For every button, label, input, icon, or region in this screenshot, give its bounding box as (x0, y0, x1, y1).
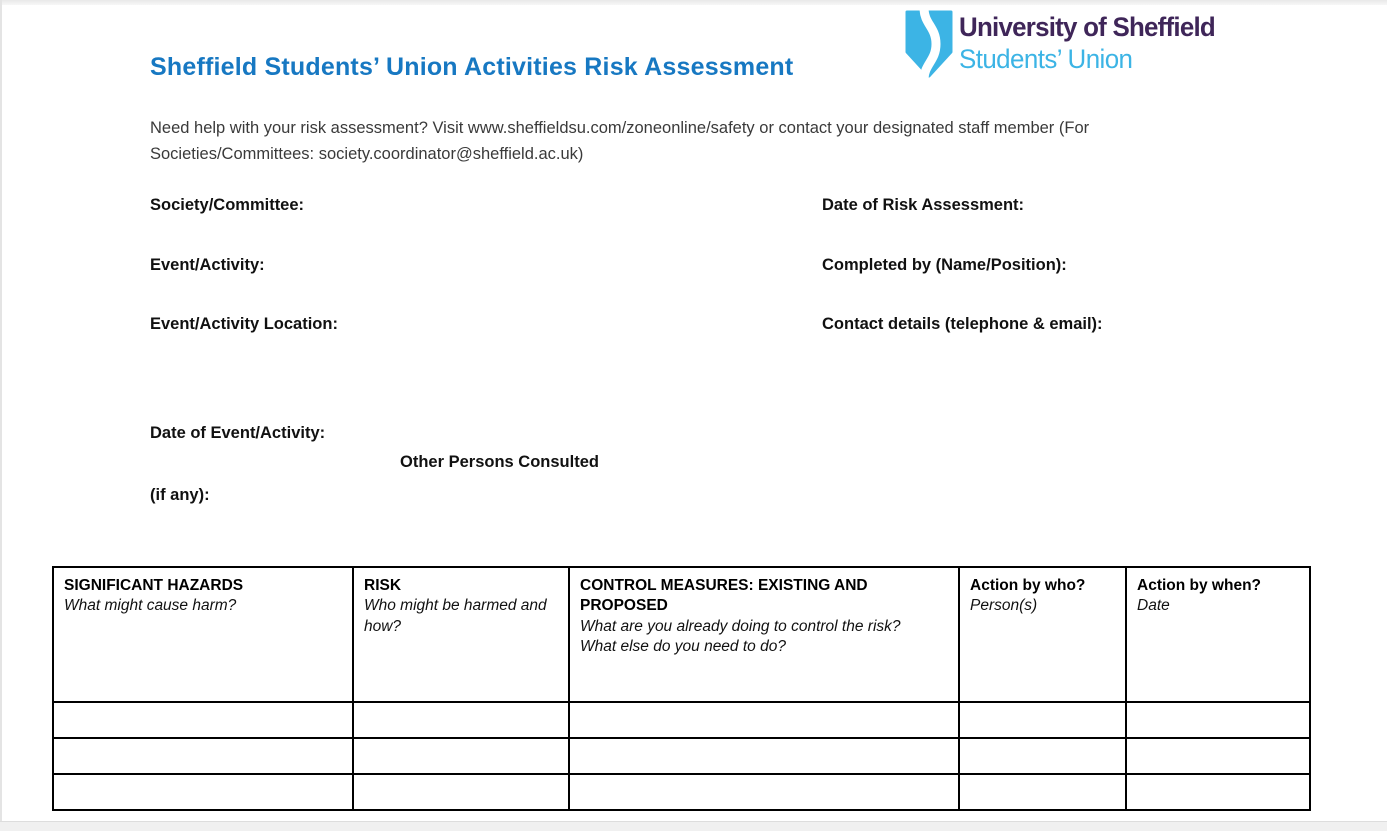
logo-university-of-sheffield: University of Sheffield (959, 12, 1215, 42)
column-header-control-measures: CONTROL MEASURES: EXISTING AND PROPOSED What are you already doing to control the risk? What else do you need to do? (569, 567, 959, 702)
table-row (53, 738, 1310, 774)
table-cell[interactable] (1126, 702, 1310, 738)
table-cell[interactable] (959, 702, 1126, 738)
university-logo (905, 10, 1226, 78)
table-cell[interactable] (53, 774, 353, 810)
table-cell[interactable] (353, 738, 569, 774)
table-cell[interactable] (353, 774, 569, 810)
label-contact-details: Contact details (telephone & email): (822, 315, 1103, 333)
table-cell[interactable] (1126, 774, 1310, 810)
page-bottom-edge (0, 821, 1387, 831)
label-completed-by: Completed by (Name/Position): (822, 256, 1067, 274)
label-society-committee: Society/Committee: (150, 196, 305, 214)
help-text: Need help with your risk assessment? Visit www.sheffieldsu.com/zoneonline/safety or contact your designated staff member (For Societies/Committees: society.coordinator@sheffield.ac.uk) (150, 119, 1090, 164)
label-event-activity: Event/Activity: (150, 256, 265, 274)
table-header-row (53, 567, 1310, 702)
label-if-any: (if any): (150, 486, 210, 504)
column-header-significant-hazards: SIGNIFICANT HAZARDS What might cause harm? (53, 567, 353, 702)
logo-students-union: Students’ Union (959, 43, 1133, 74)
table-cell[interactable] (1126, 738, 1310, 774)
table-cell[interactable] (569, 738, 959, 774)
table-cell[interactable] (53, 738, 353, 774)
table-row (53, 702, 1310, 738)
risk-assessment-table (52, 566, 1311, 811)
table-cell[interactable] (959, 738, 1126, 774)
table-cell[interactable] (569, 774, 959, 810)
label-other-persons-consulted: Other Persons Consulted (400, 453, 599, 471)
shield-icon (905, 10, 953, 78)
table-row (53, 774, 1310, 810)
column-header-action-by-when: Action by when? Date (1126, 567, 1310, 702)
label-event-activity-location: Event/Activity Location: (150, 315, 338, 333)
logo-text (959, 12, 1226, 74)
table-cell[interactable] (353, 702, 569, 738)
column-header-risk: RISK Who might be harmed and how? (353, 567, 569, 702)
table-cell[interactable] (569, 702, 959, 738)
page-left-edge (0, 0, 2, 831)
table-cell[interactable] (53, 702, 353, 738)
label-date-of-event-activity: Date of Event/Activity: (150, 424, 326, 442)
table-cell[interactable] (959, 774, 1126, 810)
column-header-action-by-who: Action by who? Person(s) (959, 567, 1126, 702)
page-title: Sheffield Students’ Union Activities Risk Assessment (150, 53, 794, 81)
label-date-of-risk-assessment: Date of Risk Assessment: (822, 196, 1025, 214)
page-top-edge (0, 0, 1387, 5)
